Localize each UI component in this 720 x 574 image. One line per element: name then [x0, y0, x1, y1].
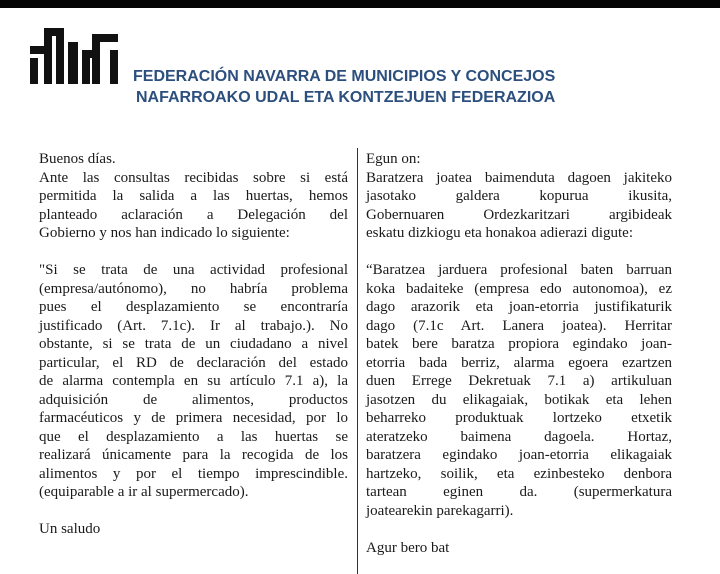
text-line: Baratzera joatea baimenduta dagoen jakiteko: [366, 169, 672, 186]
quote-line: dago arazorik eta joan-etorria justifikaturik: [366, 299, 672, 315]
org-name-spanish: FEDERACIÓN NAVARRA DE MUNICIPIOS Y CONCEJOS: [133, 68, 556, 85]
quote-line: realizará únicamente para la recogida de los: [39, 447, 348, 463]
quote-line: batek bere baratza propiora egindako joan-: [366, 336, 672, 352]
quote-line: baratzera egindako joan-etorria elikagaiak: [366, 447, 672, 463]
quote-line: "Si se trata de una actividad profesional: [39, 262, 348, 278]
quote-line: alimentos y por el tiempo imprescindible.: [39, 465, 348, 482]
quote-line: que el desplazamiento a las huertas se: [39, 428, 348, 445]
quote-line: etorria bada berriz, alarma egoera ezartzen: [366, 354, 672, 371]
quote-line: “Baratzea jarduera profesional baten barruan: [366, 262, 672, 278]
column-divider: [357, 148, 358, 574]
quote-line: de alarma contempla en su artículo 7.1 a), la: [39, 373, 348, 389]
quote-line: duen Erregе Dekretuak 7.1 a) artikuluan: [366, 373, 672, 389]
quote-line: (empresa/autónomo), no habría problema: [39, 280, 348, 297]
text-line: Gobernuaren Ordezkaritzari argibideak: [366, 206, 672, 223]
quote-line: adquisición de alimentos, productos: [39, 391, 348, 408]
quote-line: ateratzeko baimena dagoela. Hortaz,: [366, 428, 672, 445]
quote-line: obstante, si se trata de un ciudadano a nivel: [39, 336, 348, 352]
quote-line: justificado (Art. 7.1c). Ir al trabajo.). No: [39, 317, 348, 334]
quote-line: hartzeko, soilik, eta ezinbesteko denbora: [366, 465, 672, 482]
quote-line: farmacéuticos y de primera necesidad, por lo: [39, 410, 348, 426]
greeting: Buenos días.: [39, 151, 116, 167]
org-name-basque: NAFARROAKO UDAL ETA KONTZEJUEN FEDERAZIOA: [136, 89, 556, 106]
closing: Un saludo: [39, 521, 101, 537]
text-line: Gobierno y nos han indicado lo siguiente:: [39, 225, 290, 241]
text-line: eskatu dizkiogu eta honakoa adierazi digute:: [366, 225, 633, 241]
text-line: Ante las consultas recibidas sobre si está: [39, 169, 348, 186]
spanish-column: [39, 150, 348, 539]
letterhead: [133, 66, 555, 108]
basque-column: [366, 150, 672, 557]
quote-line: tartean eginen da. (supermerkatura: [366, 484, 672, 500]
quote-line: koka badaiteke (empresa edo autonomoa), ez: [366, 280, 672, 297]
text-line: permitida la salida a las huertas, hemos: [39, 188, 348, 204]
quote-line: dago (7.1c Art. Lanera joatea). Herritar: [366, 317, 672, 334]
text-line: jasotako galdera kopurua ikusita,: [366, 188, 672, 204]
text-line: planteado aclaración a Delegación del: [39, 206, 348, 223]
federation-logo: [30, 28, 124, 84]
top-black-bar: [0, 0, 720, 8]
closing: Agur bero bat: [366, 539, 450, 556]
quote-line: beharreko produktuak lortzeko etxetik: [366, 410, 672, 426]
quote-line: particular, el RD de declaración del estado: [39, 354, 348, 371]
quote-line: pues el desplazamiento se encontraría: [39, 299, 348, 315]
quote-line: (equiparable a ir al supermercado).: [39, 484, 249, 500]
quote-line: joatearekin parekagarri).: [366, 502, 514, 519]
quote-line: jasotzen du elikagaiak, botikak eta lehen: [366, 391, 672, 408]
greeting: Egun on:: [366, 151, 421, 167]
